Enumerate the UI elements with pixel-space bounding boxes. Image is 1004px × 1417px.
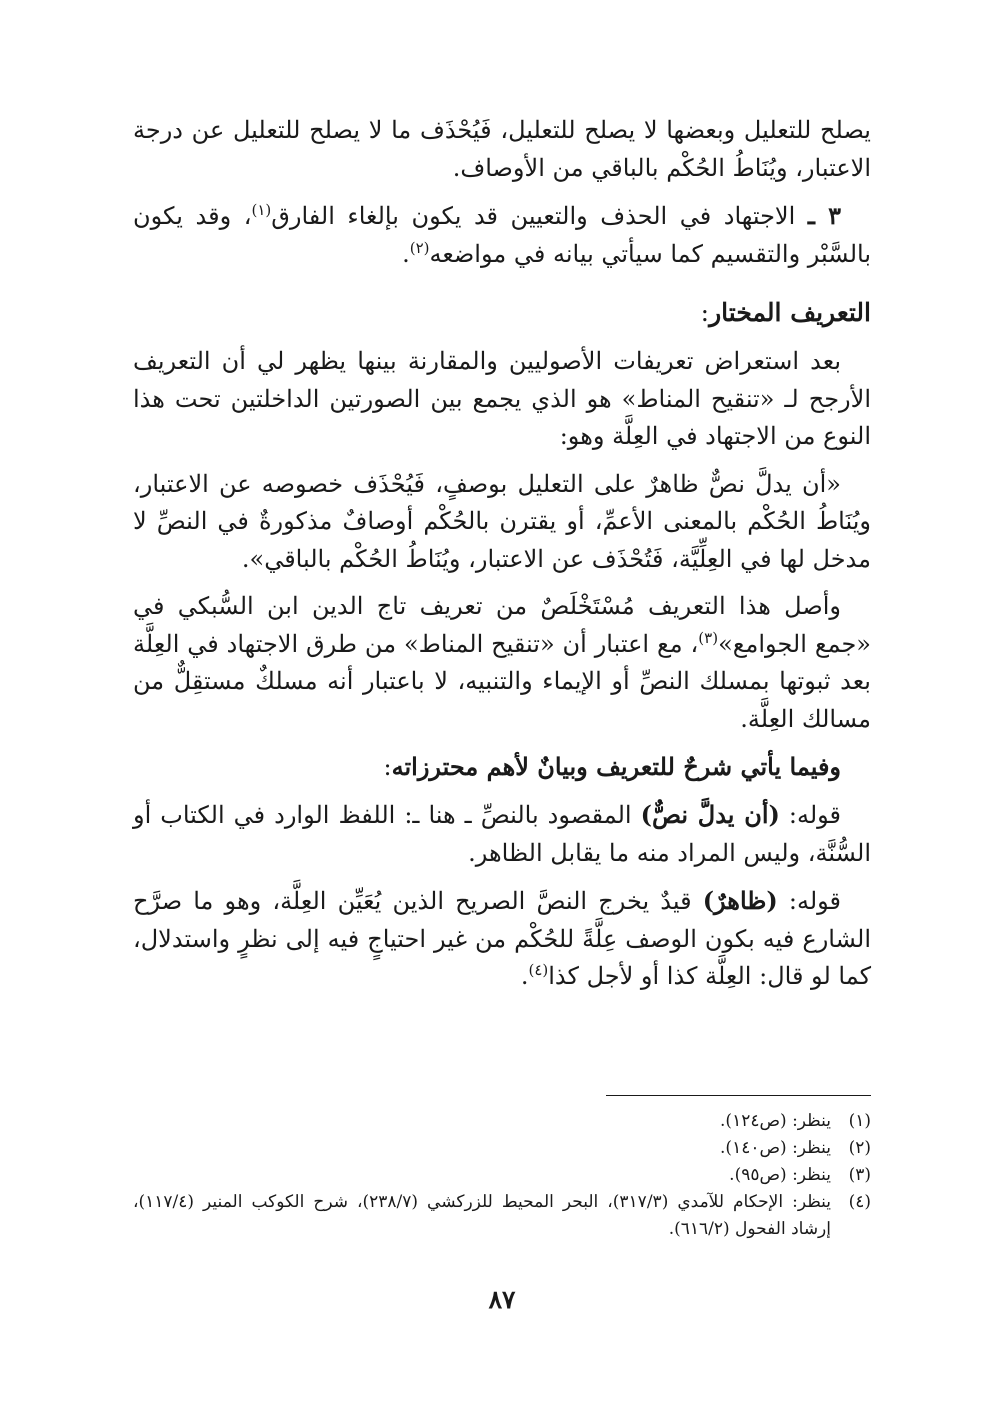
footnote-ref-4[interactable]: (٤): [528, 961, 549, 979]
paragraph-text: «أن يدلَّ نصٌّ ظاهرٌ على التعليل بوصفٍ، فَيُحْذَف خصوصه عن الاعتبار، ويُنَاطُ الحُكْم بالمعنى الأعمِّ، أو يقترن بالحُكْم أوصافٌ مذكورةٌ في النصِّ لا مدخل لها في العِلِّيَّة، فَتُحْذَف عن الاعتبار، ويُنَاطُ الحُكْم بالباقي».: [133, 469, 871, 573]
paragraph-text: قيدٌ يخرج النصَّ الصريح الذين يُعَيِّن العِلَّة، وهو ما صرَّح الشارع فيه بكون الوصف عِلَّةً للحُكْم من غير احتياجٍ فيه إلى نظرٍ واستدلال، كما لو قال: العِلَّة كذا أو لأجل كذا: [133, 887, 871, 990]
footnote-text: ينظر: (ص٩٥).: [729, 1165, 831, 1185]
paragraph-point-3: [133, 197, 871, 273]
paragraph-end: .: [402, 239, 410, 268]
heading-text: التعريف المختار: [709, 298, 871, 327]
footnote-ref-2[interactable]: (٢): [409, 238, 430, 257]
footnotes: [133, 1108, 871, 1243]
footnote-item: [133, 1162, 871, 1189]
explanation-heading: [133, 748, 871, 786]
paragraph-text: ، وقد يكون بالسَّبْر والتقسيم كما سيأتي بيانه في مواضعه: [133, 202, 871, 268]
subheading-colon: :: [383, 753, 392, 781]
footnote-number: (٤): [848, 1192, 871, 1212]
footnote-text: ينظر: الإحكام للآمدي (٣١٧/٣)، البحر المحيط للزركشي (٢٣٨/٧)، شرح الكوكب المنير (١١٧/٤)، إرشاد الفحول (٦١٦/٢).: [133, 1192, 831, 1239]
paragraph-text: وأصل هذا التعريف مُسْتَخْلَصٌ من تعريف تاج الدين ابن السُّبكي في «جمع الجوامع»: [133, 592, 871, 658]
footnote-number: (٢): [848, 1138, 871, 1158]
paragraph-text: بعد استعراض تعريفات الأصوليين والمقارنة بينها يظهر لي أن التعريف الأرجح لـ «تنقيح المناط» هو الذي يجمع بين الصورتين الداخلتين تحت هذا النوع من الاجتهاد في العِلَّة وهو:: [133, 347, 871, 450]
paragraph-end: .: [520, 962, 529, 990]
page-number: ٨٧: [488, 1285, 516, 1314]
footnote-text: ينظر: (ص١٤٠).: [720, 1138, 831, 1158]
footnote-number: (١): [848, 1111, 871, 1131]
footnote-item: [133, 1108, 871, 1135]
heading-colon: :: [700, 298, 710, 327]
paragraph-text: ، مع اعتبار أن «تنقيح المناط» من طرق الاجتهاد في العِلَّة بعد ثبوتها بمسلك النصِّ أو الإيماء والتنبيه، لا باعتبار أنه مسلكٌ مستقِلٌّ من مسالك العِلَّة.: [133, 629, 871, 733]
footnote-text: ينظر: (ص١٢٤).: [720, 1111, 831, 1131]
page-body: [133, 112, 871, 1006]
footnote-divider: [606, 1095, 871, 1096]
paragraph-text: قوله:: [777, 887, 842, 915]
paragraph-text: المقصود بالنصِّ ـ هنا ـ: اللفظ الوارد في الكتاب أو السُّنَّة، وليس المراد منه ما يقابل الظاهر.: [133, 801, 871, 867]
paragraph-origin: [133, 588, 871, 738]
paragraph-definition: [133, 466, 871, 579]
paragraph-continuation: [133, 112, 871, 187]
paragraph-text: قوله:: [779, 801, 842, 829]
paragraph-explanation-1: [133, 796, 871, 872]
paragraph-text: الاجتهاد في الحذف والتعيين قد يكون بإلغاء الفارق: [271, 202, 808, 230]
list-number: ٣ ـ: [807, 201, 842, 230]
quoted-term: (ظاهرٌ): [702, 886, 778, 915]
footnote-number: (٣): [848, 1165, 871, 1185]
quoted-term: (أن يدلَّ نصٌّ): [640, 800, 780, 829]
footnote-ref-3[interactable]: (٣): [698, 628, 719, 647]
footnote-ref-1[interactable]: (١): [251, 201, 272, 219]
section-heading: [133, 293, 871, 333]
subheading-text: وفيما يأتي شرحٌ للتعريف وبيانٌ لأهم محترزاته: [391, 752, 841, 781]
footnote-item: [133, 1135, 871, 1162]
paragraph-explanation-2: [133, 882, 871, 996]
paragraph-intro: [133, 343, 871, 456]
paragraph-text: يصلح للتعليل وبعضها لا يصلح للتعليل، فَيُحْذَف ما لا يصلح للتعليل عن درجة الاعتبار، ويُنَاطُ الحُكْم بالباقي من الأوصاف.: [133, 116, 871, 182]
footnote-item: [133, 1189, 871, 1243]
